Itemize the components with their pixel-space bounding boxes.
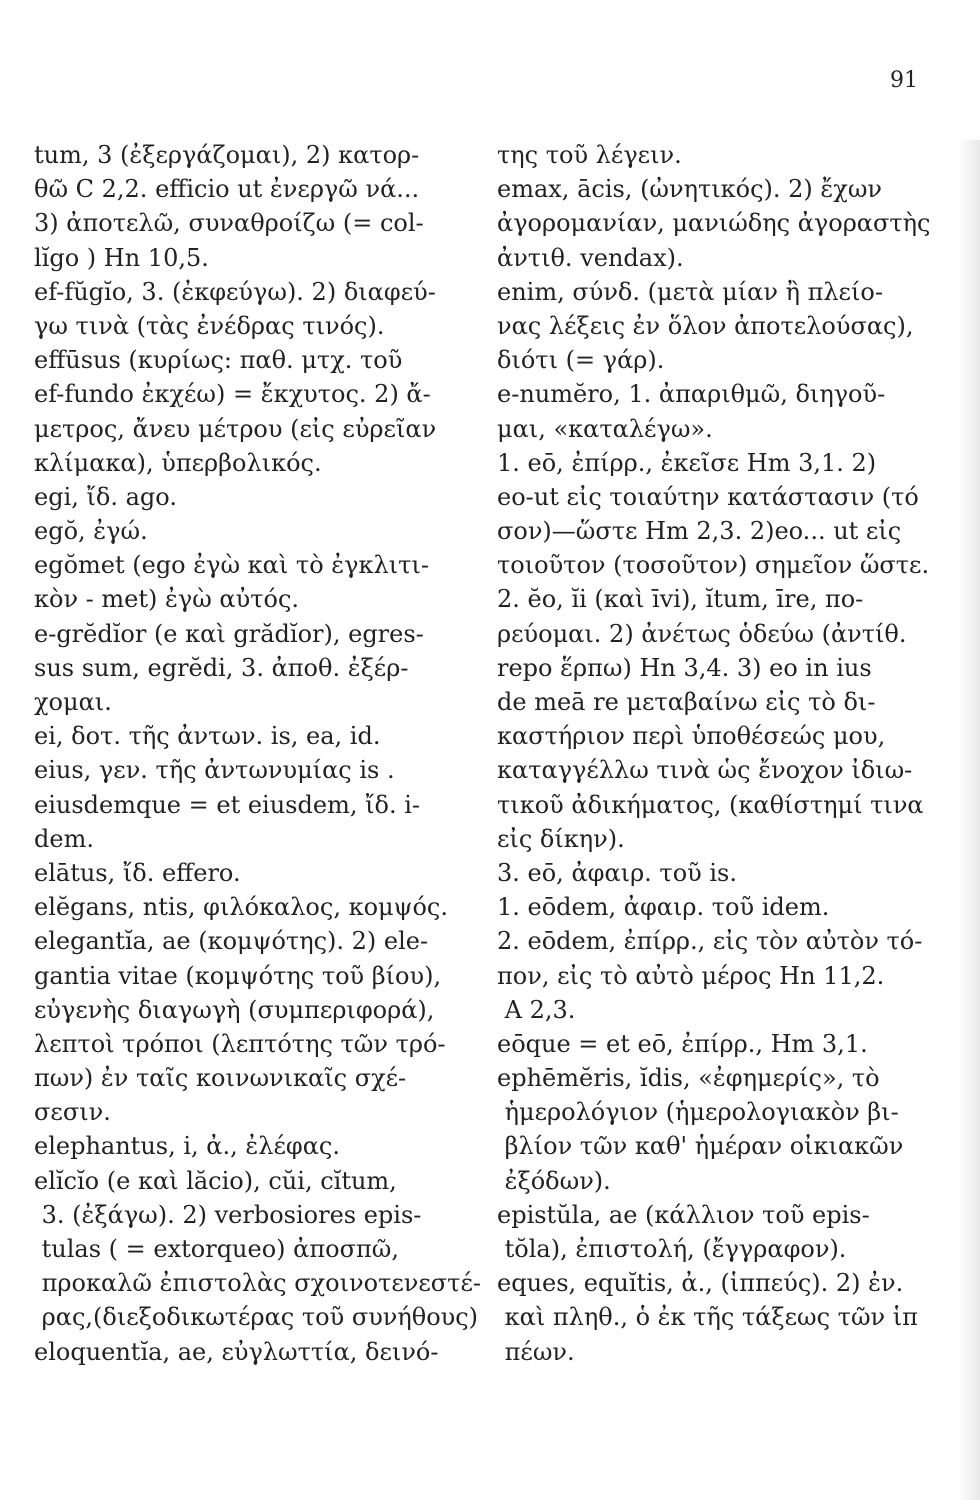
dictionary-line: de meā re μεταβαίνω εἰς τὸ δι- (497, 688, 876, 716)
dictionary-line: eius, γεν. τῆς ἀντωνυμίας is . (34, 756, 395, 785)
dictionary-line: γω τινὰ (τὰς ἐνέδρας τινός). (34, 311, 385, 340)
dictionary-line: eiusdemque = et eiusdem, ἴδ. i- (34, 790, 420, 819)
dictionary-line: eōque = et eō, ἐπίρρ., Hm 3,1. (497, 1029, 868, 1058)
dictionary-line: emax, ācis, (ὠνητικός). 2) ἔχων (497, 175, 883, 204)
dictionary-line: θῶ C 2,2. efficio ut ἐνεργῶ νά... (34, 175, 420, 204)
dictionary-line: elātus, ἴδ. effero. (34, 858, 241, 887)
dictionary-line: τοιοῦτον (τοσοῦτον) σημεῖον ὥστε. (497, 551, 930, 580)
dictionary-line: ἀγορομανίαν, μανιώδης ἀγοραστὴς (497, 209, 931, 238)
dictionary-line: e-grĕdĭor (e καὶ grădĭor), egres- (34, 619, 424, 648)
dictionary-line: καταγγέλλω τινὰ ὡς ἔνοχον ἰδιω- (497, 756, 913, 785)
dictionary-line: enim, σύνδ. (μετὰ μίαν ἢ πλείο- (497, 277, 883, 306)
dictionary-line: ρας,(διεξοδικωτέρας τοῦ συνήθους) (34, 1303, 479, 1332)
dictionary-line: βλίον τῶν καθ' ἡμέραν οἰκιακῶν (497, 1132, 904, 1161)
page-number: 91 (890, 68, 918, 93)
dictionary-line: ef-fundo ἐκχέω) = ἔκχυτος. 2) ἄ- (34, 380, 431, 409)
dictionary-line: 2. ĕo, ĭi (καὶ īvi), ĭtum, īre, πο- (497, 585, 864, 614)
dictionary-line: ἀντιθ. vendax). (497, 243, 684, 272)
dictionary-line: egi, ἴδ. ago. (34, 482, 177, 511)
dictionary-line: ei, δοτ. τῆς ἀντων. is, ea, id. (34, 722, 381, 751)
dictionary-line: χομαι. (34, 688, 112, 716)
dictionary-line: κὸν - met) ἐγὼ αὐτός. (34, 585, 300, 614)
dictionary-line: eques, equĭtis, ἀ., (ἱππεύς). 2) ἐν. (497, 1269, 904, 1298)
dictionary-line: effūsus (κυρίως: παθ. μτχ. τοῦ (34, 346, 403, 375)
dictionary-line: προκαλῶ ἐπιστολὰς σχοινοτενεστέ- (34, 1269, 481, 1298)
dictionary-line: εὐγενὴς διαγωγὴ (συμπεριφορά), (34, 995, 435, 1024)
dictionary-line: 1. eō, ἐπίρρ., ἐκεῖσε Hm 3,1. 2) (497, 448, 877, 477)
right-column (497, 138, 947, 1369)
dictionary-line: tum, 3 (ἐξεργάζομαι), 2) κατορ- (34, 141, 420, 169)
dictionary-line: tŏla), ἐπιστολή, (ἔγγραφον). (497, 1235, 847, 1263)
dictionary-line: ρεύομαι. 2) ἀνέτως ὁδεύω (ἀντίθ. (497, 619, 907, 648)
left-column (34, 138, 481, 1369)
dictionary-line: sus sum, egrĕdi, 3. ἀποθ. ἐξέρ- (34, 653, 409, 682)
dictionary-line: μαι, «καταλέγω». (497, 414, 713, 443)
dictionary-line: λεπτοὶ τρόποι (λεπτότης τῶν τρό- (34, 1029, 446, 1058)
dictionary-line: 3. (ἐξάγω). 2) verbosiores epis- (34, 1200, 422, 1229)
dictionary-line: egŏ, ἐγώ. (34, 517, 148, 546)
dictionary-line: repo ἕρπω) Hn 3,4. 3) eo in ius (497, 653, 872, 682)
dictionary-line: eo-ut εἰς τοιαύτην κατάστασιν (τό (497, 482, 919, 511)
dictionary-line: 2. eōdem, ἐπίρρ., εἰς τὸν αὐτὸν τό- (497, 927, 923, 956)
dictionary-line: lĭgo ) Hn 10,5. (34, 243, 209, 272)
dictionary-line: τικοῦ ἀδικήματος, (καθίστημί τινα (497, 790, 924, 819)
dictionary-line: σεσιν. (34, 1098, 111, 1127)
dictionary-line: dem. (34, 824, 94, 853)
dictionary-line: gantia vitae (κομψότης τοῦ βίου), (34, 961, 442, 990)
dictionary-line: 3) ἀποτελῶ, συναθροίζω (= col- (34, 209, 424, 238)
dictionary-line: πον, εἰς τὸ αὐτὸ μέρος Hn 11,2. (497, 961, 885, 990)
dictionary-line: καὶ πληθ., ὁ ἐκ τῆς τάξεως τῶν ἱπ (497, 1303, 918, 1332)
dictionary-line: eloquentĭa, ae, εὐγλωττία, δεινό- (34, 1337, 439, 1366)
next-page-edge (958, 140, 980, 1500)
dictionary-line: ἐξόδων). (497, 1166, 611, 1195)
dictionary-line: 3. eō, ἀφαιρ. τοῦ is. (497, 858, 737, 887)
dictionary-line: πων) ἐν ταῖς κοινωνικαῖς σχέ- (34, 1064, 407, 1093)
dictionary-line: elĕgans, ntis, φιλόκαλος, κομψός. (34, 893, 448, 922)
dictionary-line: πέων. (497, 1337, 575, 1366)
dictionary-line: A 2,3. (497, 995, 576, 1024)
dictionary-line: egŏmet (ego ἐγὼ καὶ τὸ ἐγκλιτι- (34, 551, 429, 580)
dictionary-line: καστήριον περὶ ὑποθέσεώς μου, (497, 722, 886, 751)
dictionary-line: διότι (= γάρ). (497, 346, 665, 375)
dictionary-line: elegantĭa, ae (κομψότης). 2) ele- (34, 927, 429, 956)
dictionary-line: elephantus, i, ἀ., ἐλέφας. (34, 1132, 340, 1161)
dictionary-line: elĭcĭo (e καὶ lăcio), cŭi, cĭtum, (34, 1166, 397, 1195)
dictionary-line: κλίμακα), ὑπερβολικός. (34, 448, 322, 477)
dictionary-line: ef-fŭgĭo, 3. (ἐκφεύγω). 2) διαφεύ- (34, 277, 436, 306)
dictionary-line: e-numĕro, 1. ἀπαριθμῶ, διηγοῦ- (497, 380, 886, 409)
dictionary-line: εἰς δίκην). (497, 824, 625, 853)
dictionary-line: ephēmĕris, ĭdis, «ἐφημερίς», τὸ (497, 1064, 880, 1093)
dictionary-line: 1. eōdem, ἀφαιρ. τοῦ idem. (497, 893, 830, 922)
dictionary-line: σον)—ὥστε Hm 2,3. 2)eo... ut εἰς (497, 517, 902, 546)
dictionary-line: ἡμερολόγιον (ἡμερολογιακὸν βι- (497, 1098, 899, 1127)
dictionary-line: της τοῦ λέγειν. (497, 141, 682, 169)
dictionary-line: epistŭla, ae (κάλλιον τοῦ epis- (497, 1200, 870, 1229)
dictionary-line: νας λέξεις ἐν ὅλον ἀποτελούσας), (497, 311, 914, 340)
dictionary-line: tulas ( = extorqueo) ἀποσπῶ, (34, 1235, 399, 1263)
dictionary-line: μετρος, ἄνευ μέτρου (εἰς εὐρεῖαν (34, 414, 437, 443)
